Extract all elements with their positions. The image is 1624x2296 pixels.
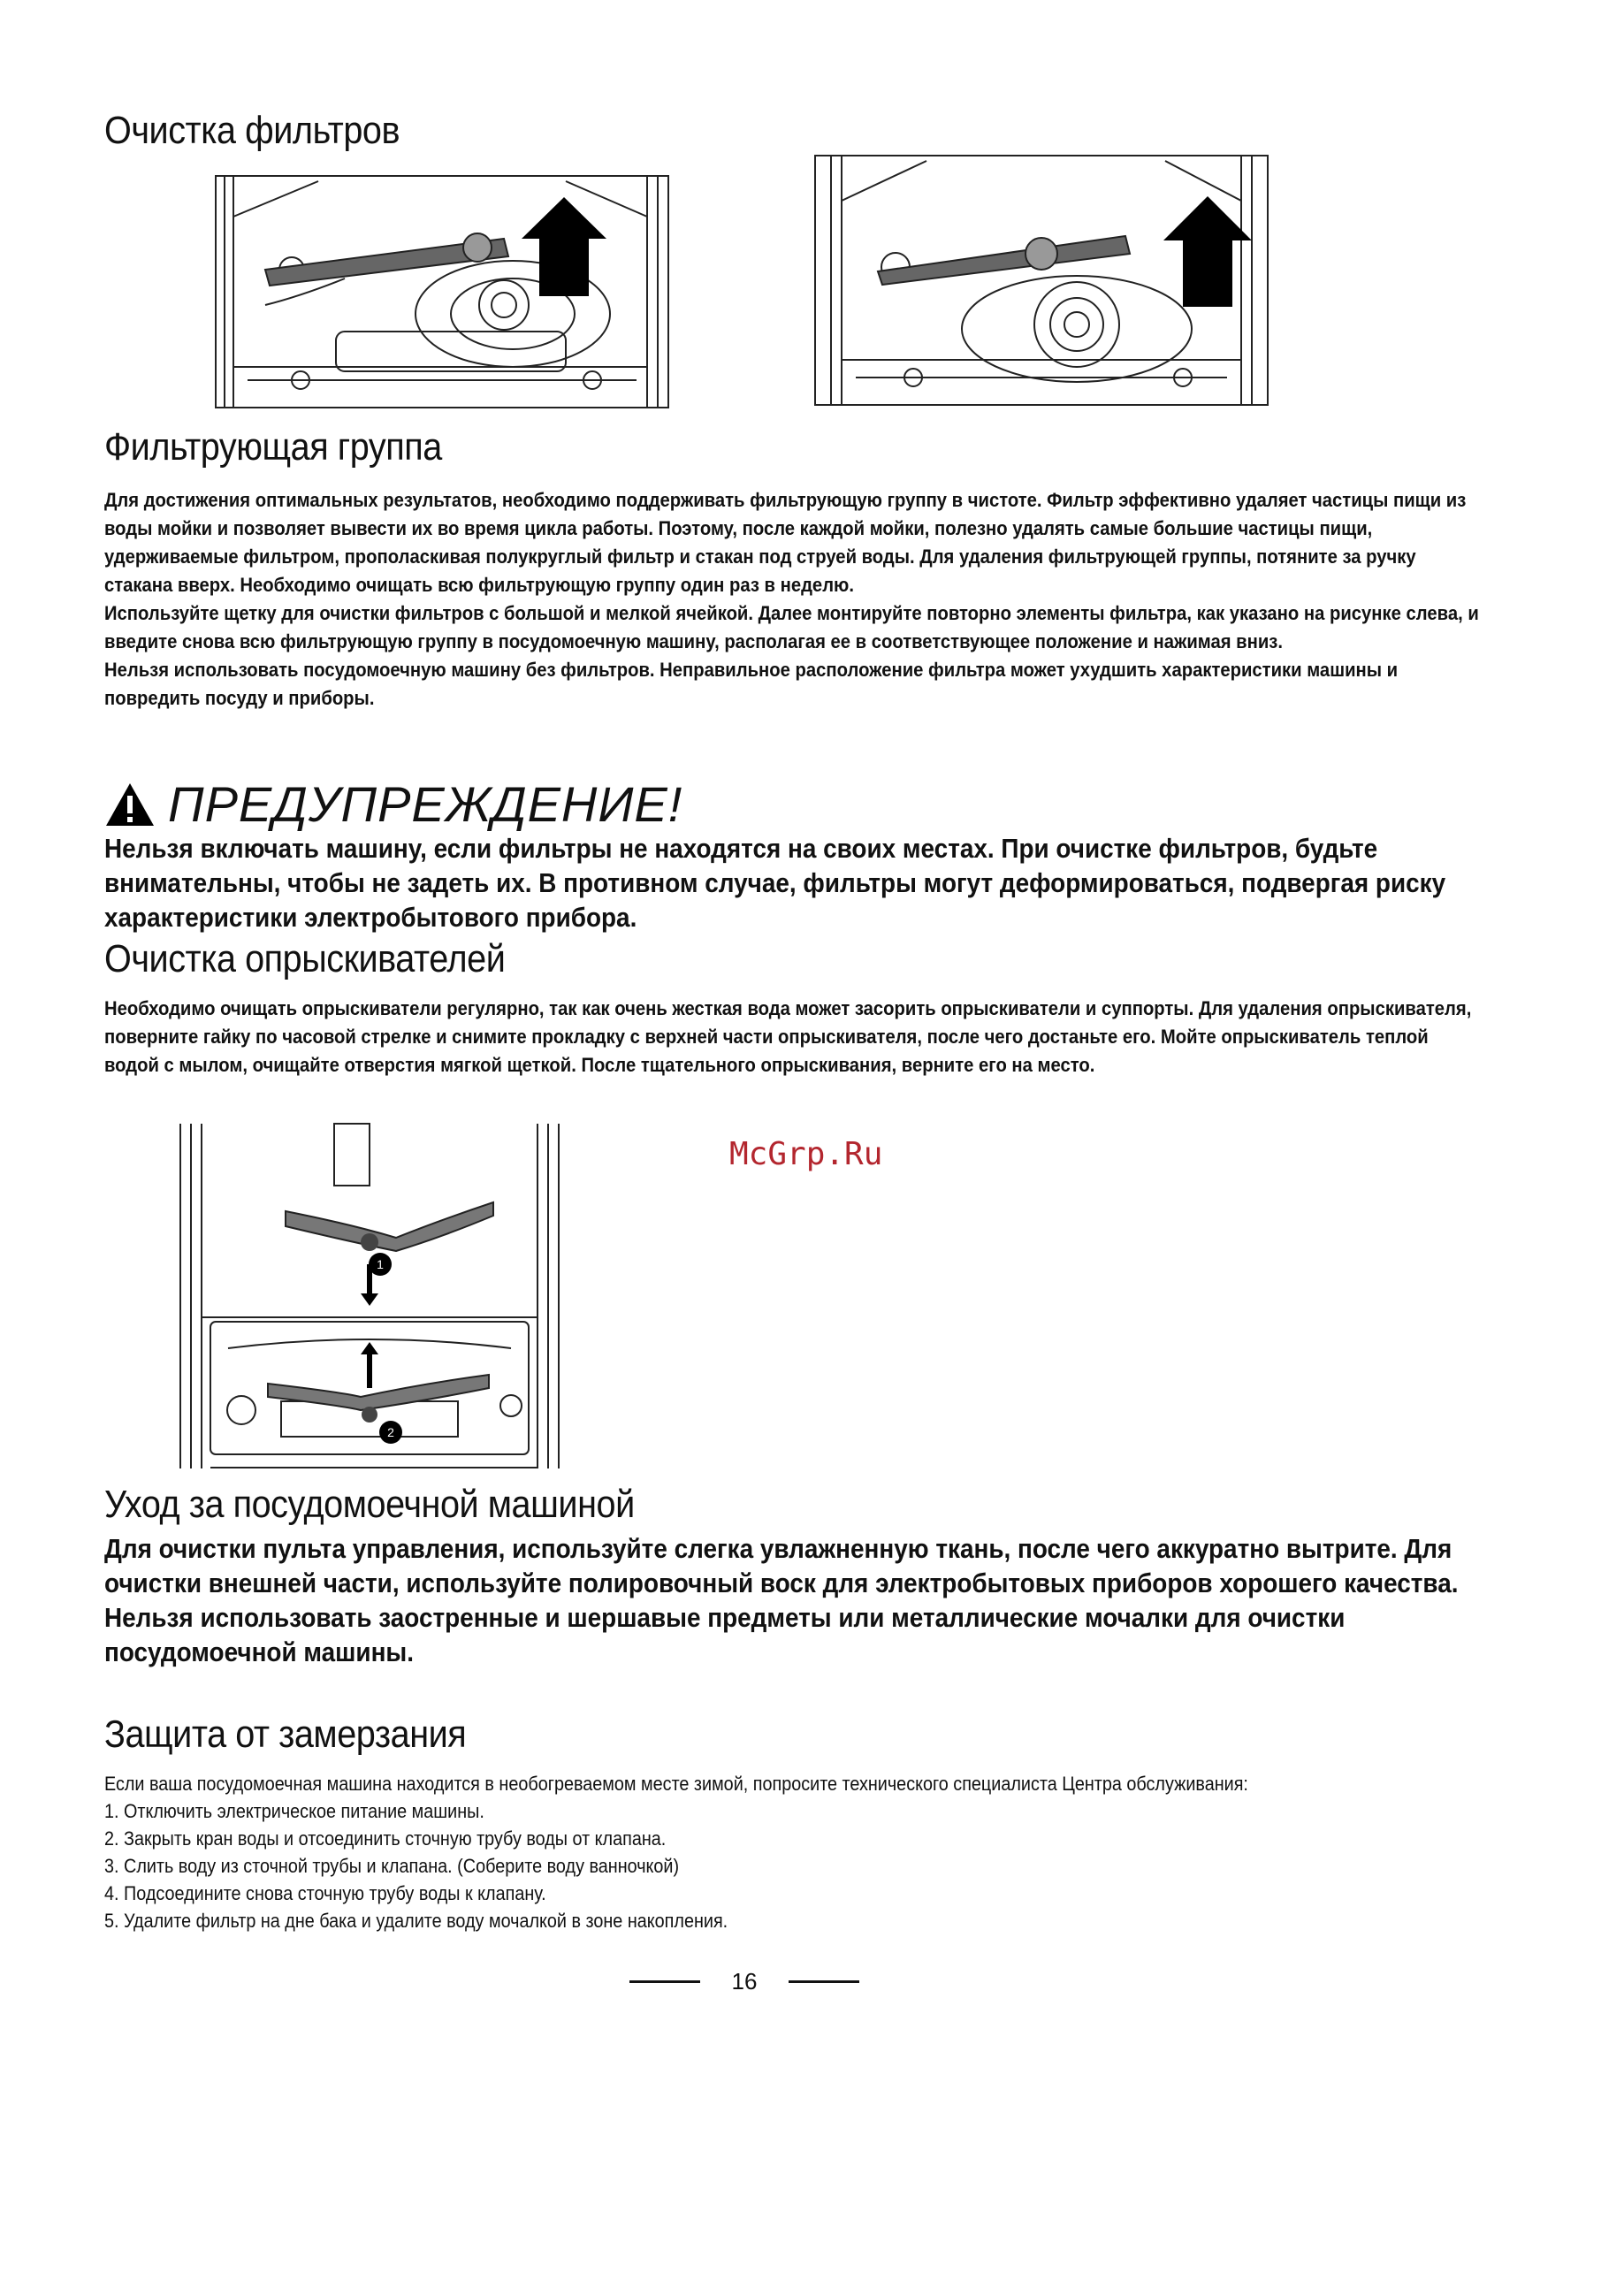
section-title-care: Уход за посудомоечной машиной: [104, 1483, 635, 1526]
sprayers-text: Необходимо очищать опрыскиватели регулярно, так как очень жесткая вода может засорить опрыскиватели и суппорты. Для удаления опрыскивателя, поверните гайку по часовой стрелке и снимите прокладку с верхней части опрыскивателя, после чего достаньте его. Мойте опрыскиватель теплой водой с мылом, очищайте отверстия мягкой щеткой. После тщательного опрыскивания, верните его на место.: [104, 997, 1472, 1076]
section-title-filters-cleaning: Очистка фильтров: [104, 109, 400, 152]
frost-step: 3. Слить воду из сточной трубы и клапана. (Соберите воду ванночкой): [104, 1855, 680, 1877]
care-paragraph-2: Нельзя использовать заостренные и шершавые предметы или металлические мочалки для очистки посудомоечной машины.: [104, 1602, 1346, 1667]
watermark-text: McGrp.Ru: [729, 1136, 883, 1172]
frost-step: 2. Закрыть кран воды и отсоединить сточную трубу воды от клапана.: [104, 1827, 667, 1850]
sprayer-removal-illustration: [175, 1118, 564, 1472]
step-2-label: 2: [387, 1425, 394, 1439]
warning-header: [104, 776, 683, 832]
warning-title: ПРЕДУПРЕЖДЕНИЕ!: [168, 776, 683, 832]
filter-group-text: [104, 486, 1598, 713]
warning-text-block: [104, 831, 1624, 934]
page-footer: [629, 1968, 859, 1995]
page-number-rule-right: [789, 1980, 859, 1983]
frost-text-block: [104, 1770, 1624, 1934]
sprayers-text-block: [104, 995, 1607, 1079]
frost-step: 1. Отключить электрическое питание машины.: [104, 1800, 484, 1822]
frost-step: 4. Подсоедините снова сточную трубу воды к клапану.: [104, 1882, 546, 1904]
warning-text: Нельзя включать машину, если фильтры не находятся на своих местах. При очистке фильтров, будьте внимательны, чтобы не задеть их. В противном случае, фильтры могут деформироваться, подвергая риску характеристики электробытового прибора.: [104, 833, 1446, 933]
filter-group-paragraph-2: Используйте щетку для очистки фильтров с большой и мелкой ячейкой. Далее монтируйте повторно элементы фильтра, как указано на рисунке слева, и введите снова всю фильтрующую группу в посудомоечную машину, располагая ее в соответствующее положение и нажимая вниз.: [104, 602, 1479, 652]
filter-group-paragraph-1: Для достижения оптимальных результатов, необходимо поддерживать фильтрующую группу в чистоте. Фильтр эффективно удаляет частицы пищи из воды мойки и позволяет вывести их во время цикла работы. Поэтому, после каждой мойки, полезно удалять самые большие частицы пищи, удерживаемые фильтром, прополаскивая полукруглый фильтр и стакан под струей воды. Для удаления фильтрующей группы, потяните за ручку стакана вверх. Необходимо очищать всю фильтрующую группу один раз в неделю.: [104, 489, 1467, 596]
care-text-block: [104, 1531, 1624, 1669]
care-paragraph-1: Для очистки пульта управления, используйте слегка увлажненную ткань, после чего аккуратно вытрите. Для очистки внешней части, используйте полировочный воск для электробытовых приборов хорошего качества.: [104, 1533, 1459, 1598]
section-title-sprayers: Очистка опрыскивателей: [104, 937, 506, 980]
section-title-frost: Защита от замерзания: [104, 1712, 467, 1756]
warning-triangle-icon: [104, 782, 156, 828]
filter-removal-illustration-right: [812, 152, 1271, 408]
filter-removal-illustration-left: [212, 172, 672, 411]
section-title-filter-group: Фильтрующая группа: [104, 425, 442, 469]
filter-group-paragraph-3: Нельзя использовать посудомоечную машину без фильтров. Неправильное расположение фильтра может ухудшить характеристики машины и повредить посуду и приборы.: [104, 659, 1399, 709]
frost-intro: Если ваша посудомоечная машина находится в необогреваемом месте зимой, попросите технического специалиста Центра обслуживания:: [104, 1773, 1248, 1795]
frost-step: 5. Удалите фильтр на дне бака и удалите воду мочалкой в зоне накопления.: [104, 1910, 728, 1932]
step-1-label: 1: [377, 1257, 384, 1271]
page-number-rule-left: [629, 1980, 700, 1983]
page-number: 16: [731, 1968, 758, 1995]
